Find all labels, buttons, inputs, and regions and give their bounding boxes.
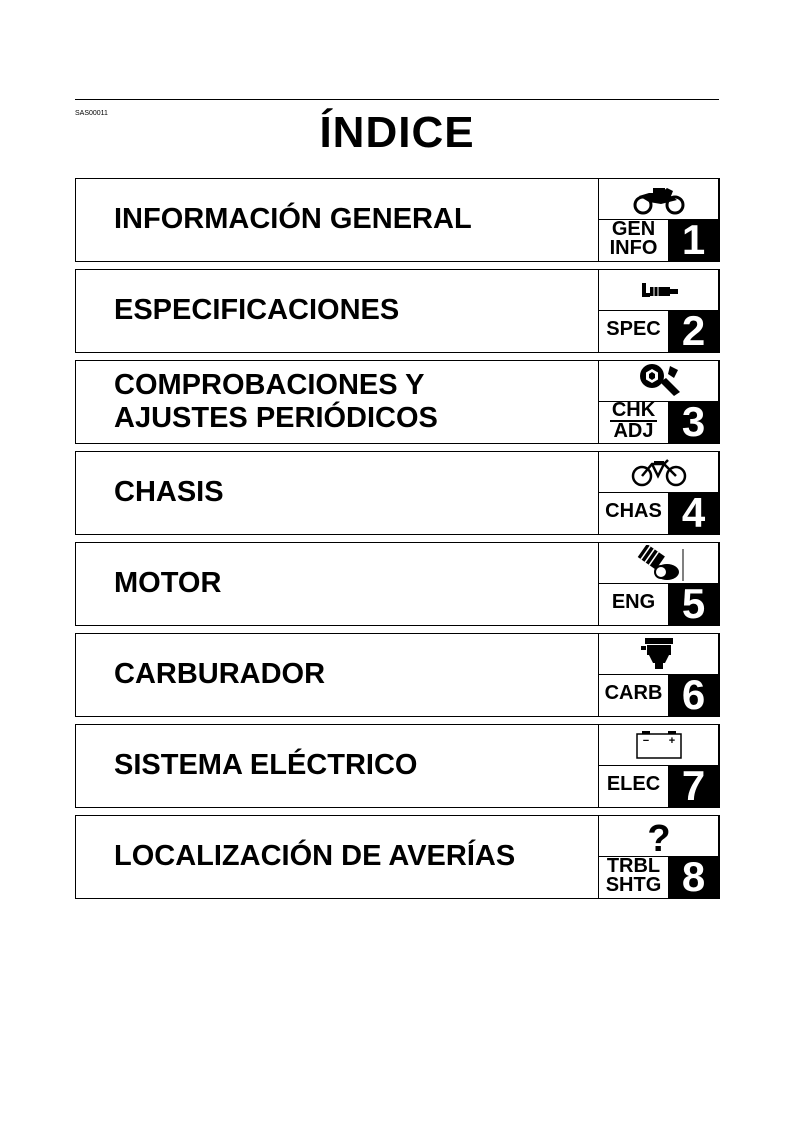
entry-title: COMPROBACIONES Y AJUSTES PERIÓDICOS (114, 368, 438, 434)
section-code: SPEC (606, 318, 661, 340)
entry-title: SISTEMA ELÉCTRICO (114, 749, 418, 782)
battery-minus-mark: − (642, 734, 649, 747)
micrometer-icon (599, 269, 720, 311)
section-number: 7 (668, 765, 720, 808)
toc-entry-general-info[interactable] (75, 178, 719, 262)
section-tab[interactable] (598, 360, 720, 444)
entry-title: LOCALIZACIÓN DE AVERÍAS (114, 840, 516, 873)
toc-entry-chassis[interactable] (75, 451, 719, 535)
entry-title: INFORMACIÓN GENERAL (114, 203, 472, 236)
section-number: 4 (668, 492, 720, 535)
toc-entry-troubleshooting[interactable] (75, 815, 719, 899)
question-icon (599, 815, 720, 857)
section-tab[interactable] (598, 451, 720, 535)
section-code: TRBL SHTG (605, 854, 662, 896)
section-code: ENG (611, 591, 656, 613)
section-number: 1 (668, 219, 720, 262)
entry-title: MOTOR (114, 567, 222, 600)
toc-entry-specifications[interactable] (75, 269, 719, 353)
entry-title: ESPECIFICACIONES (114, 294, 400, 327)
section-number: 3 (668, 401, 720, 444)
carburetor-icon (599, 633, 720, 675)
section-number: 2 (668, 310, 720, 353)
question-mark-glyph: ? (646, 817, 671, 855)
section-code: CHK ADJ (611, 398, 656, 442)
chassis-icon (599, 451, 720, 493)
battery-plus-mark: + (668, 734, 675, 747)
section-code: GEN INFO (609, 217, 658, 259)
top-rule (75, 99, 719, 100)
toc-entry-engine[interactable] (75, 542, 719, 626)
page-title: ÍNDICE (319, 108, 475, 157)
section-number: 8 (668, 856, 720, 899)
section-tab[interactable] (598, 633, 720, 717)
section-code: ELEC (606, 773, 661, 795)
motorcycle-icon (599, 178, 720, 220)
section-code: CARB (604, 682, 663, 704)
entry-title: CARBURADOR (114, 658, 326, 691)
toc-entry-electrical[interactable] (75, 724, 719, 808)
section-code: CHAS (605, 500, 662, 522)
toc-entry-periodic-checks[interactable] (75, 360, 719, 444)
document-code: SAS00011 (75, 110, 108, 117)
toc-entry-carburetor[interactable] (75, 633, 719, 717)
wrench-icon (599, 360, 720, 402)
battery-icon (599, 724, 720, 766)
section-tab[interactable] (598, 269, 720, 353)
section-number: 6 (668, 674, 720, 717)
section-tab[interactable] (598, 178, 720, 262)
section-number: 5 (668, 583, 720, 626)
entry-title: CHASIS (114, 476, 224, 509)
engine-icon (599, 542, 720, 584)
section-tab[interactable] (598, 542, 720, 626)
section-tab[interactable] (598, 724, 720, 808)
section-tab[interactable] (598, 815, 720, 899)
